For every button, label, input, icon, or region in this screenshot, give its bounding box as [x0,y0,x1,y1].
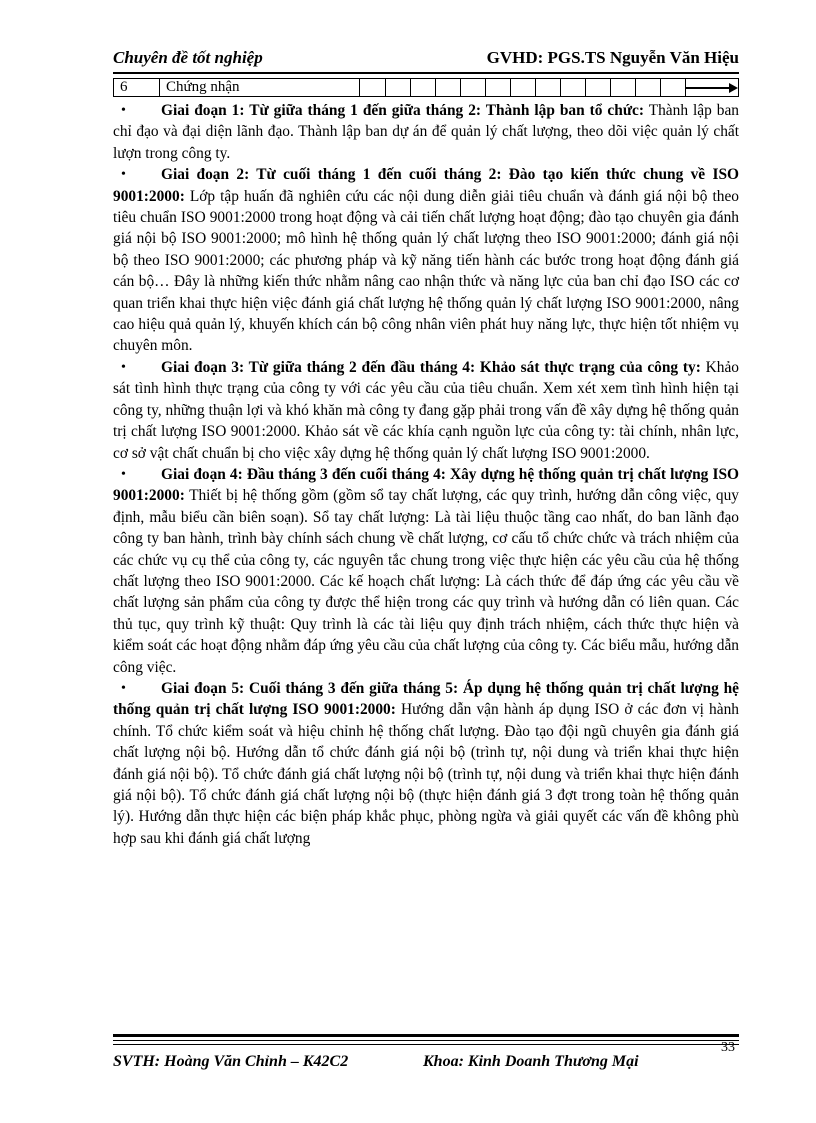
timeline-cell-divider [610,79,611,96]
phase-text: Hướng dẫn vận hành áp dụng ISO ở các đơn vị hành chính. Tổ chức kiểm soát và hiệu chỉnh hệ thống chất lượng. Đào tạo đội ngũ chuyên gia đánh giá chất lượng nội bộ. Hướng dẫn tổ chức đánh giá nội bộ (trình tự, nội dung và triển khai thực hiện đánh giá nội bộ). Tổ chức đánh giá chất lượng nội bộ (trình tự, nội dung và triển khai thực hiện đánh giá nội bộ). Tổ chức đánh giá chất lượng nội bộ (thực hiện đánh giá 3 đợt trong toàn hệ thống quản lý). Hướng dẫn thực hiện các biện pháp khắc phục, phòng ngừa và giải quyết các vấn đề không phù hợp sau khi đánh giá chất lượng [113,701,739,847]
timeline-arrow [685,87,732,89]
timeline-cell-divider [410,79,411,96]
header-supervisor: GVHD: PGS.TS Nguyễn Văn Hiệu [486,48,739,67]
row-label-cell [160,79,360,96]
row-label: Chứng nhận [166,79,240,95]
phase-text: Lớp tập huấn đã nghiên cứu các nội dung diễn giải tiêu chuẩn và đánh giá nội bộ theo tiêu chuẩn ISO 9001:2000 trong hoạt động và cải tiến chất lượng hoạt động; đào tạo chuyên gia đánh giá nội bộ ISO 9001:2000; mô hình hệ thống quản lý chất lượng theo ISO 9001:2000; đánh giá nội bộ theo ISO 9001:2000; các phương pháp và kỹ năng tiến hành các bước trong hoạt động đánh giá cán bộ… Đây là những kiến thức nhằm nâng cao nhận thức và năng lực của ban chỉ đạo ISO các cơ quan triển khai thực hiện việc đánh giá chất lượng hệ thống quản lý chất lượng ISO 9001:2000, nâng cao hiệu quả quản lý, khuyến khích cán bộ công nhân viên phát huy năng lực, thực hiện tốt nhiệm vụ chuyên môn. [113,187,739,355]
schedule-table-row [113,78,739,97]
footer-faculty: Khoa: Kinh Doanh Thương Mại [423,1053,639,1070]
footer-rule-thick [113,1034,739,1037]
header-title: Chuyên đề tốt nghiệp [113,48,263,67]
timeline-cell-divider [460,79,461,96]
arrow-head-icon [729,83,738,93]
phase-paragraph [113,464,739,678]
phase-paragraph [113,678,739,849]
phase-paragraph [113,164,739,357]
timeline-cell-divider [385,79,386,96]
page-number: 33 [721,1040,735,1055]
phase-heading: Giai đoạn 4: Đầu tháng 3 đến cuối tháng 4: Xây dựng hệ thống quản trị chất lượng ISO 9001:2000: [113,465,739,505]
bullet-icon: • [121,680,126,696]
bullet-icon: • [121,167,126,183]
phase-text: Thiết bị hệ thống gồm (gồm sổ tay chất lượng, các quy trình, hướng dẫn công việc, quy định, mẫu biểu cần biên soạn). Sổ tay chất lượng: Là tài liệu thuộc tầng cao nhất, do ban lãnh đạo công ty ban hành, trình bày chính sách chung về chất lượng, cơ cấu tổ chức chức và trách nhiệm của các chức vụ cụ thể của công ty, các nguyên tắc chung trong việc thực hiện các yêu cầu của hệ thống chất lượng theo ISO 9001:2000. Các kế hoạch chất lượng: Là cách thức để đáp ứng các yêu cầu về chất lượng sản phẩm của công ty được thể hiện trong các quy trình và hướng dẫn có liên quan. Các thủ tục, quy trình kỹ thuật: Quy trình là các tài liệu quy định trách nhiệm, cách thức thực hiện và kiểm soát các hoạt động nhằm đáp ứng yêu cầu của chất lượng của công ty. Các biểu mẫu, hướng dẫn công việc. [113,487,739,676]
timeline-cell-divider [635,79,636,96]
bullet-icon: • [121,466,126,482]
header-rule [113,72,739,74]
phase-heading: Giai đoạn 5: Cuối tháng 3 đến giữa tháng 5: Áp dụng hệ thống quản trị chất lượng hệ thống quản trị chất lượng ISO 9001:2000: [113,679,739,719]
timeline-cell-divider [660,79,661,96]
phase-paragraph [113,100,739,164]
document-body [113,100,739,849]
row-number: 6 [120,79,128,95]
page-footer [113,1053,739,1077]
footer-rule-thin [113,1040,739,1041]
bullet-icon: • [121,359,126,375]
row-number-cell [114,79,160,96]
footer-rule-thin [113,1044,739,1045]
timeline-cell-divider [435,79,436,96]
phase-heading: Giai đoạn 1: Từ giữa tháng 1 đến giữa tháng 2: Thành lập ban tổ chức: [161,102,645,119]
timeline-cell-divider [585,79,586,96]
phase-text: Khảo sát tình hình thực trạng của công ty với các yêu cầu của tiêu chuẩn. Xem xét xem tình hình hiện tại công ty, những thuận lợi và khó khăn mà công ty đang gặp phải trong vấn đề xây dựng hệ thống quản trị chất lượng ISO 9001:2000. Khảo sát về các khía cạnh nguồn lực của công ty: tài chính, nhân lực, cơ sở vật chất chuẩn bị cho việc xây dựng hệ thống quản lý chất lượng ISO 9001:2000. [113,358,740,462]
timeline-cell-divider [560,79,561,96]
phase-heading: Giai đoạn 2: Từ cuối tháng 1 đến cuối tháng 2: Đào tạo kiến thức chung về ISO 9001:2000: [113,166,739,205]
phase-heading: Giai đoạn 3: Từ giữa tháng 2 đến đầu tháng 4: Khảo sát thực trạng của công ty: [161,358,701,376]
phase-text: Thành lập ban chỉ đạo và đại diện lãnh đạo. Thành lập ban dự án để quản lý chất lượng, theo dõi việc quản lý chất lượn trong công ty. [113,102,739,162]
phase-paragraph [113,357,739,464]
footer-student: SVTH: Hoàng Văn Chỉnh – K42C2 [113,1053,349,1070]
page-header [113,48,739,70]
timeline-cell-divider [535,79,536,96]
timeline-cell-divider [510,79,511,96]
timeline-cell-divider [485,79,486,96]
bullet-icon: • [121,103,126,118]
